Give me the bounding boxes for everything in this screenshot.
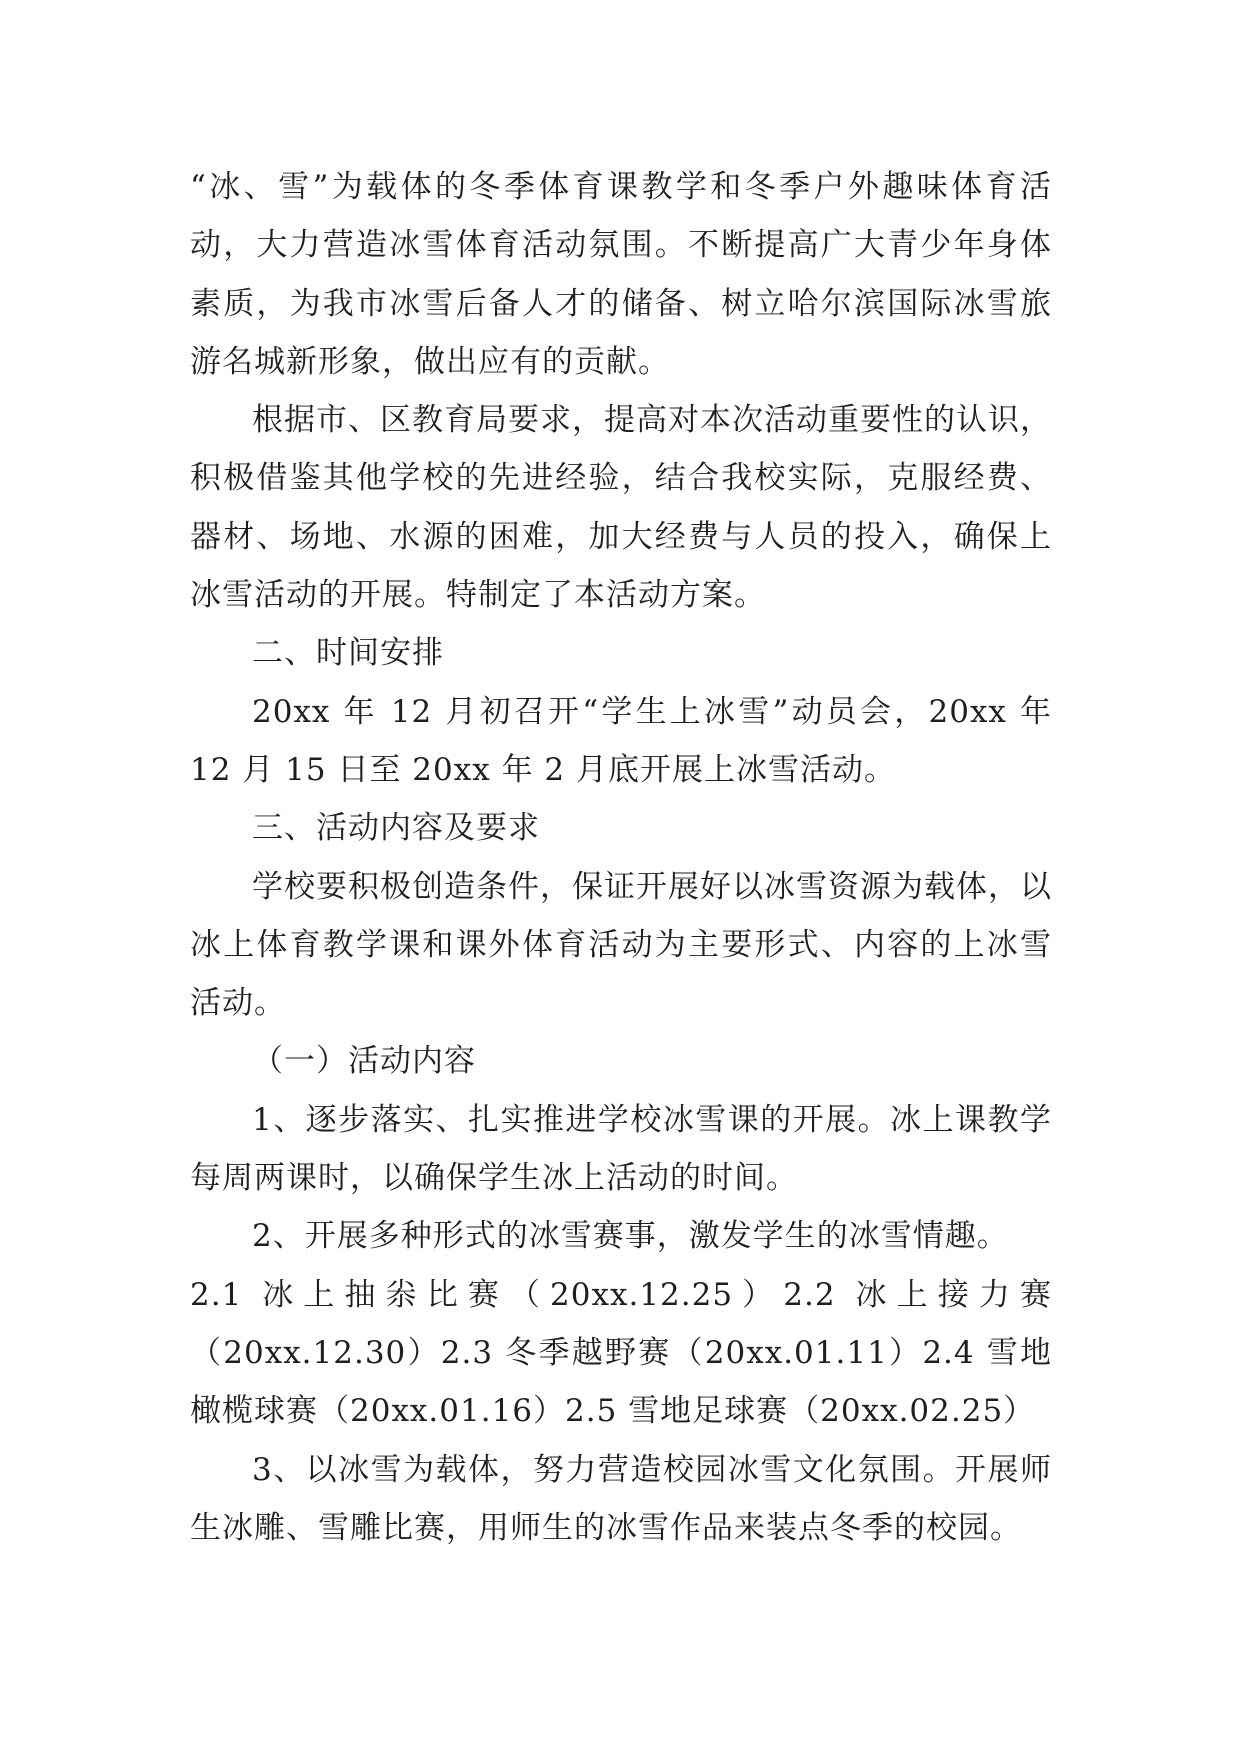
paragraph-competition-list: 2.1 冰上抽尜比赛（20xx.12.25）2.2 冰上接力赛（20xx.12.30）2.3 冬季越野赛（20xx.01.11）2.4 雪地橄榄球赛（20xx.01.16）2.5 雪地足球赛（20xx.02.25） bbox=[190, 1276, 1052, 1430]
heading-activity-content: 三、活动内容及要求 bbox=[252, 810, 540, 847]
paragraph-time-schedule: 20xx 年 12 月初召开“学生上冰雪”动员会，20xx 年 12 月 15 日至 20xx 年 2 月底开展上冰雪活动。 bbox=[190, 693, 1052, 788]
document-body bbox=[190, 158, 1052, 1557]
paragraph-activity-overview: 学校要积极创造条件，保证开展好以冰雪资源为载体，以冰上体育教学课和课外体育活动为主要形式、内容的上冰雪活动。 bbox=[190, 868, 1052, 1022]
subheading-activity-content: （一）活动内容 bbox=[252, 1043, 476, 1080]
paragraph-item-2: 2、开展多种形式的冰雪赛事，激发学生的冰雪情趣。 bbox=[252, 1218, 1009, 1255]
paragraph-item-1: 1、逐步落实、扎实推进学校冰雪课的开展。冰上课教学每周两课时，以确保学生冰上活动的时间。 bbox=[190, 1101, 1052, 1197]
heading-time-schedule: 二、时间安排 bbox=[252, 635, 444, 672]
paragraph-intro-continued: “冰、雪”为载体的冬季体育课教学和冬季户外趣味体育活动，大力营造冰雪体育活动氛围。不断提高广大青少年身体素质，为我市冰雪后备人才的储备、树立哈尔滨国际冰雪旅游名城新形象，做出应有的贡献。 bbox=[190, 169, 1052, 380]
paragraph-item-3: 3、以冰雪为载体，努力营造校园冰雪文化氛围。开展师生冰雕、雪雕比赛，用师生的冰雪作品来装点冬季的校园。 bbox=[190, 1451, 1052, 1546]
paragraph-requirements: 根据市、区教育局要求，提高对本次活动重要性的认识，积极借鉴其他学校的先进经验，结合我校实际，克服经费、器材、场地、水源的困难，加大经费与人员的投入，确保上冰雪活动的开展。特制定了本活动方案。 bbox=[190, 402, 1052, 614]
